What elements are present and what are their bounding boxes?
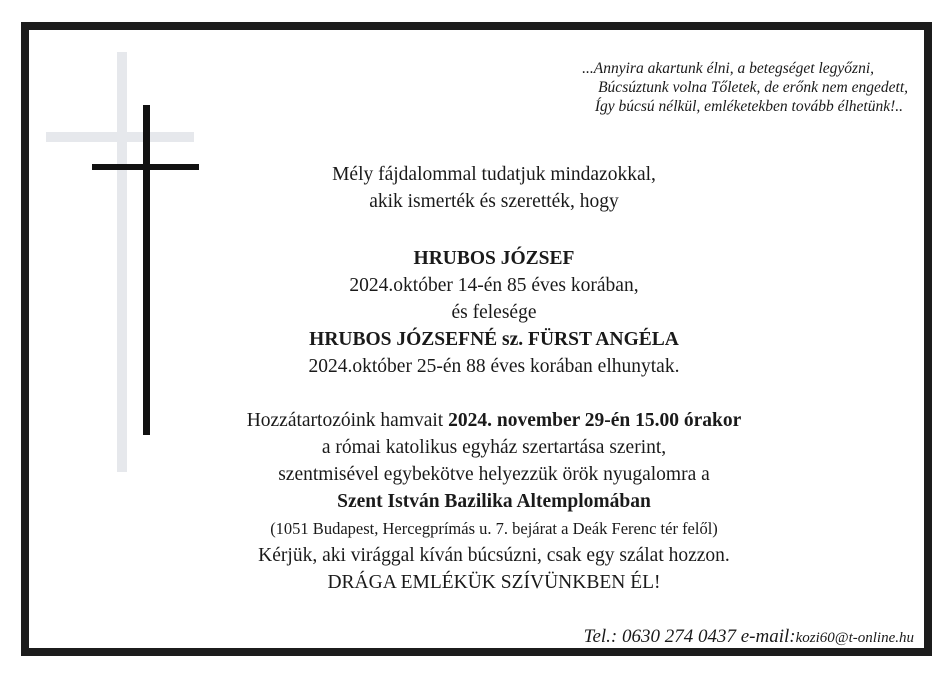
ceremony-address: (1051 Budapest, Hercegprímás u. 7. bejárat a Deák Ferenc tér felől) (270, 519, 718, 538)
ceremony-time-line (109, 407, 879, 434)
obituary-card (21, 22, 932, 656)
ceremony-place: Szent István Bazilika Altemplomában (337, 491, 651, 512)
ceremony-line: a római katolikus egyház szertartása szerint, (321, 437, 667, 458)
relation-text: és felesége (451, 302, 537, 323)
ceremony-datetime: 2024. november 29-én 15.00 órakor (448, 410, 742, 431)
ceremony-block (109, 407, 879, 596)
ceremony-line: szentmisével egybekötve helyezzük örök nyugalomra a (278, 464, 710, 485)
cross-shadow-horizontal (46, 132, 194, 142)
deceased-block (109, 245, 879, 380)
death-date: 2024.október 14-én 85 éves korában, (349, 275, 639, 296)
email-label: e-mail: (740, 626, 796, 647)
email-address: kozi60@t-online.hu (795, 630, 914, 646)
ceremony-prefix: Hozzátartozóink hamvait (246, 410, 444, 431)
intro-line: Mély fájdalommal tudatjuk mindazokkal, (332, 164, 656, 185)
intro-block (109, 161, 879, 215)
deceased-name: HRUBOS JÓZSEF (413, 248, 575, 269)
memorial-quote (428, 59, 908, 116)
contact-line (584, 626, 914, 648)
flower-request: Kérjük, aki virággal kíván búcsúzni, csak egy szálat hozzon. (258, 545, 730, 566)
intro-line: akik ismerték és szerették, hogy (369, 191, 619, 212)
deceased-name: HRUBOS JÓZSEFNÉ sz. FÜRST ANGÉLA (309, 329, 679, 350)
closing-text: DRÁGA EMLÉKÜK SZÍVÜNKBEN ÉL! (327, 572, 661, 593)
phone-number: Tel.: 0630 274 0437 (583, 626, 736, 647)
quote-line: Így búcsú nélkül, emléketekben tovább élhetünk!.. (594, 98, 903, 115)
death-date: 2024.október 25-én 88 éves korában elhunytak. (308, 356, 680, 377)
quote-line: ...Annyira akartunk élni, a betegséget legyőzni, (582, 60, 874, 77)
quote-line: Búcsúztunk volna Tőletek, de erőnk nem engedett, (598, 79, 908, 96)
